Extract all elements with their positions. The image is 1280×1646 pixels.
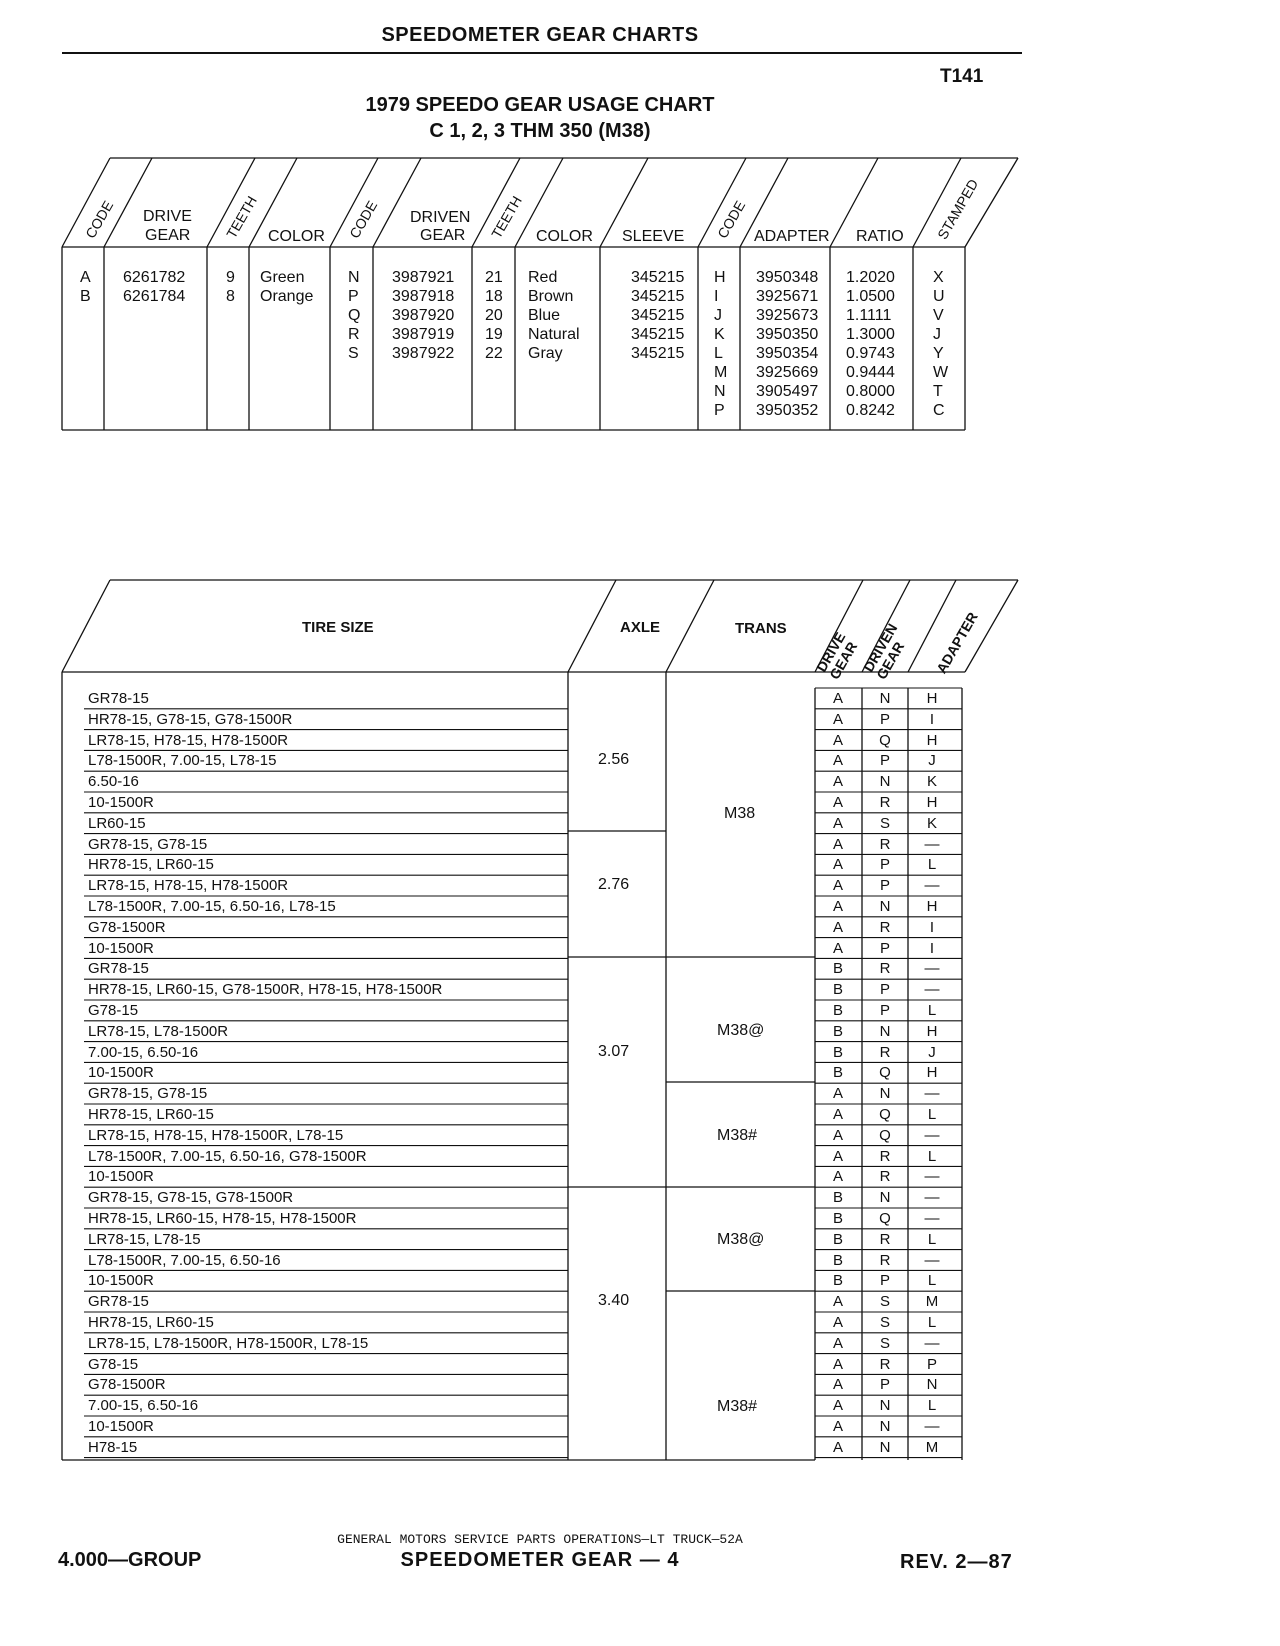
header-code-3: CODE: [714, 197, 749, 241]
tire-size: H78-15: [88, 1438, 138, 1456]
driven-gear-code: P: [879, 939, 890, 957]
adapter-code: P: [714, 402, 725, 419]
adapter-part: 3925669: [756, 364, 819, 381]
driven-gear-code: R: [879, 794, 891, 811]
tire-size: L78-1500R, 7.00-15, 6.50-16: [88, 1251, 281, 1269]
trans-value: M38@: [717, 1022, 765, 1039]
drive-gear-code: A: [832, 1106, 843, 1123]
adapter-code: L: [927, 1314, 937, 1331]
driven-gear: 3987921: [392, 269, 455, 286]
tire-size: L78-1500R, 7.00-15, 6.50-16, L78-15: [88, 898, 336, 915]
tire-size: 7.00-15, 6.50-16: [88, 1043, 199, 1061]
adapter-code: H: [926, 1064, 938, 1082]
drive-gear-code: A: [832, 752, 843, 770]
driven-gear-code: N: [879, 1418, 891, 1435]
adapter-code: P: [926, 1355, 937, 1373]
footer-org: GENERAL MOTORS SERVICE PARTS OPERATIONS—LT TRUCK—52A: [0, 1532, 1080, 1547]
adapter-code: —: [924, 1334, 940, 1352]
tire-size: HR78-15, G78-15, G78-1500R: [88, 710, 293, 728]
drive-gear-code: B: [832, 960, 843, 978]
drive-gear-code: A: [832, 690, 843, 707]
adapter-code: J: [928, 1043, 936, 1061]
tire-size: GR78-15, G78-15: [88, 1085, 208, 1103]
adapter-code: L: [927, 1230, 937, 1248]
driven-color: Gray: [528, 345, 563, 362]
driven-gear-code: P: [879, 877, 890, 895]
drive-gear-code: A: [832, 1355, 843, 1373]
trans-value: M38#: [717, 1127, 758, 1144]
adapter-code: L: [714, 345, 723, 362]
driven-gear-code: N: [879, 773, 891, 791]
driven-gear-code: P: [879, 981, 890, 999]
driven-gear-code: P: [879, 856, 890, 874]
driven-gear-code: S: [879, 1314, 890, 1331]
adapter-code: —: [924, 835, 940, 853]
driven-color: Blue: [528, 307, 561, 324]
tire-size: 10-1500R: [88, 939, 154, 957]
drive-gear-code: B: [832, 981, 843, 999]
tire-size: 6.50-16: [88, 773, 139, 791]
driven-gear: 3987922: [392, 345, 455, 362]
header-driven: DRIVEN: [410, 209, 471, 226]
adapter-code: —: [924, 1126, 940, 1144]
adapter-code: H: [926, 1022, 938, 1040]
adapter-stamped: J: [933, 326, 941, 343]
adapter-code: —: [924, 981, 940, 999]
driven-gear-code: N: [879, 1189, 891, 1207]
tire-size: G78-15: [88, 1355, 139, 1373]
driven-code: N: [348, 269, 360, 286]
adapter-part: 3950352: [756, 402, 819, 419]
driven-gear-code: N: [879, 1022, 891, 1040]
tire-size: LR78-15, L78-1500R: [88, 1022, 229, 1040]
drive-gear-code: A: [832, 918, 843, 936]
driven-gear: 3987918: [392, 288, 455, 305]
drive-gear-code: A: [832, 1126, 843, 1144]
trans-value: M38#: [717, 1398, 758, 1415]
driven-code: Q: [348, 307, 361, 324]
driven-gear-code: R: [879, 1043, 891, 1061]
header-stamped: STAMPED: [934, 176, 982, 242]
header-color: COLOR: [268, 228, 325, 245]
drive-gear-code: A: [832, 877, 843, 895]
adapter-code: L: [927, 1106, 937, 1123]
drive-code: A: [80, 269, 91, 286]
drive-code: B: [80, 288, 91, 305]
tire-size: GR78-15: [88, 960, 149, 978]
adapter-code: N: [714, 383, 726, 400]
adapter-stamped: W: [933, 364, 949, 381]
driven-gear-code: R: [879, 918, 891, 936]
tire-size: HR78-15, LR60-15, H78-15, H78-1500R: [88, 1210, 357, 1227]
driven-gear-code: S: [879, 1293, 890, 1311]
driven-code: P: [348, 288, 359, 305]
adapter-code: L: [927, 856, 937, 874]
adapter-code: —: [924, 1085, 940, 1103]
tire-size: LR78-15, L78-1500R, H78-1500R, L78-15: [88, 1334, 369, 1352]
tire-size: L78-1500R, 7.00-15, 6.50-16, G78-1500R: [88, 1147, 367, 1165]
footer-rev: REV. 2—87: [900, 1551, 1013, 1573]
tire-size: HR78-15, LR60-15: [88, 1314, 214, 1331]
drive-color: Green: [260, 269, 305, 286]
driven-gear-code: P: [879, 710, 890, 728]
header-code-2: CODE: [346, 197, 381, 241]
driven-teeth: 21: [485, 269, 503, 286]
adapter-part: 3950350: [756, 326, 819, 343]
chart1-title: 1979 SPEEDO GEAR USAGE CHART: [365, 94, 715, 116]
driven-gear-code: P: [879, 1376, 890, 1394]
drive-gear-code: B: [832, 1064, 843, 1082]
tire-size: HR78-15, LR60-15, G78-1500R, H78-15, H78-1500R: [88, 981, 443, 999]
adapter-code: J: [928, 752, 936, 770]
drive-teeth: 8: [226, 288, 235, 305]
header-sleeve: SLEEVE: [622, 228, 685, 245]
drive-gear-code: A: [832, 1314, 843, 1331]
footer-section: SPEEDOMETER GEAR — 4: [400, 1549, 680, 1571]
header-drive: DRIVE: [143, 208, 192, 225]
tire-size: LR78-15, H78-15, H78-1500R: [88, 731, 289, 749]
tire-size: 10-1500R: [88, 1064, 154, 1082]
adapter-stamped: X: [933, 269, 944, 286]
adapter-code: I: [929, 710, 935, 728]
adapter-ratio: 0.8000: [846, 383, 895, 400]
driven-gear-code: Q: [879, 1210, 891, 1227]
header-driven-gear: GEAR: [420, 227, 466, 244]
adapter-code: —: [924, 1210, 940, 1227]
drive-gear-code: B: [832, 1002, 843, 1019]
driven-gear-code: Q: [879, 1064, 891, 1082]
tire-size: G78-1500R: [88, 918, 166, 936]
adapter-code: I: [929, 939, 935, 957]
adapter-ratio: 1.0500: [846, 288, 895, 305]
adapter-code: K: [926, 773, 937, 791]
tire-size: 10-1500R: [88, 794, 154, 811]
tire-size: 10-1500R: [88, 1168, 154, 1186]
driven-sleeve: 345215: [631, 345, 685, 362]
adapter-code: N: [926, 1376, 938, 1394]
driven-gear-code: R: [879, 1251, 891, 1269]
adapter-code: K: [714, 326, 725, 343]
tire-size: L78-1500R, 7.00-15, L78-15: [88, 752, 277, 770]
tire-size: GR78-15, G78-15: [88, 835, 208, 853]
driven-code: S: [348, 345, 359, 362]
header-teeth: TEETH: [223, 193, 260, 241]
adapter-stamped: U: [933, 288, 945, 305]
tire-size: LR78-15, H78-15, H78-1500R: [88, 877, 289, 895]
header-drive-gear-2: DRIVE GEAR: [813, 629, 861, 682]
tire-size: GR78-15: [88, 1293, 149, 1311]
adapter-code: L: [927, 1272, 937, 1290]
axle-value: 2.76: [598, 876, 630, 893]
driven-gear-code: R: [879, 835, 891, 853]
tire-size: LR78-15, H78-15, H78-1500R, L78-15: [88, 1126, 344, 1144]
tire-size: 10-1500R: [88, 1272, 154, 1290]
adapter-code: J: [714, 307, 722, 324]
adapter-part: 3950348: [756, 269, 819, 286]
driven-gear-code: P: [879, 1002, 890, 1019]
adapter-part: 3925671: [756, 288, 819, 305]
driven-sleeve: 345215: [631, 307, 685, 324]
section-title: SPEEDOMETER GEAR CHARTS: [381, 24, 699, 46]
driven-sleeve: 345215: [631, 288, 685, 305]
adapter-part: 3925673: [756, 307, 819, 324]
header-trans: TRANS: [735, 620, 787, 637]
driven-color: Brown: [528, 288, 574, 305]
adapter-code: H: [926, 731, 938, 749]
driven-code: R: [348, 326, 360, 343]
drive-gear-code: A: [832, 731, 843, 749]
adapter-code: —: [924, 1418, 940, 1435]
driven-gear-code: S: [879, 814, 890, 832]
drive-gear-code: A: [832, 1085, 843, 1103]
drive-gear-code: A: [832, 794, 843, 811]
adapter-ratio: 0.8242: [846, 402, 895, 419]
tire-size: GR78-15, G78-15, G78-1500R: [88, 1189, 294, 1207]
chart1-subtitle: C 1, 2, 3 THM 350 (M38): [429, 120, 651, 142]
adapter-stamped: V: [933, 307, 944, 324]
drive-gear-code: A: [832, 1147, 843, 1165]
header-code: CODE: [82, 197, 117, 241]
drive-gear: 6261784: [123, 288, 186, 305]
driven-gear-code: Q: [879, 1126, 891, 1144]
trans-value: M38: [724, 805, 756, 822]
adapter-code: I: [714, 288, 719, 305]
drive-gear-code: A: [832, 1334, 843, 1352]
drive-gear: 6261782: [123, 269, 186, 286]
driven-teeth: 19: [485, 326, 503, 343]
drive-gear-code: A: [832, 939, 843, 957]
driven-gear-code: N: [879, 690, 891, 707]
header-teeth-2: TEETH: [488, 193, 525, 241]
adapter-part: 3950354: [756, 345, 819, 362]
drive-gear-code: B: [832, 1022, 843, 1040]
header-driven-gear-2: DRIVEN GEAR: [860, 620, 908, 682]
adapter-code: L: [927, 1002, 937, 1019]
adapter-code: H: [926, 690, 938, 707]
adapter-code: —: [924, 960, 940, 978]
driven-color: Natural: [528, 326, 580, 343]
drive-gear-code: A: [832, 1397, 843, 1415]
adapter-code: —: [924, 1189, 940, 1207]
adapter-code: —: [924, 1251, 940, 1269]
driven-gear-code: R: [879, 1230, 891, 1248]
adapter-part: 3905497: [756, 383, 819, 400]
tire-size: G78-15: [88, 1002, 139, 1019]
header-tire-size: TIRE SIZE: [302, 619, 374, 636]
driven-gear-code: R: [879, 960, 891, 978]
drive-color: Orange: [260, 288, 314, 305]
driven-gear-code: P: [879, 1272, 890, 1290]
header-adapter: ADAPTER: [754, 228, 830, 245]
header-ratio: RATIO: [856, 228, 904, 245]
footer-group: 4.000—GROUP: [58, 1549, 202, 1571]
driven-gear-code: R: [879, 1147, 891, 1165]
driven-sleeve: 345215: [631, 326, 685, 343]
drive-gear-code: A: [832, 1293, 843, 1311]
adapter-code: M: [714, 364, 728, 381]
driven-color: Red: [528, 269, 558, 286]
drive-gear-code: A: [832, 856, 843, 874]
axle-value: 2.56: [598, 751, 630, 768]
adapter-code: L: [927, 1147, 937, 1165]
driven-teeth: 18: [485, 288, 503, 305]
drive-gear-code: B: [832, 1189, 843, 1207]
tire-size: 7.00-15, 6.50-16: [88, 1397, 199, 1415]
drive-gear-code: B: [832, 1251, 843, 1269]
adapter-code: K: [926, 814, 937, 832]
drive-gear-code: A: [832, 898, 843, 915]
drive-gear-code: A: [832, 1376, 843, 1394]
driven-gear-code: Q: [879, 1106, 891, 1123]
drive-gear-code: B: [832, 1043, 843, 1061]
driven-gear-code: S: [879, 1334, 890, 1352]
header-drive-gear: GEAR: [145, 227, 191, 244]
tire-size: GR78-15: [88, 690, 149, 707]
driven-gear-code: R: [879, 1355, 891, 1373]
adapter-ratio: 1.2020: [846, 269, 895, 286]
header-color-2: COLOR: [536, 228, 593, 245]
driven-gear: 3987920: [392, 307, 455, 324]
page-code: T141: [940, 66, 984, 87]
tire-size: 10-1500R: [88, 1418, 154, 1435]
axle-value: 3.07: [598, 1043, 630, 1060]
tire-size: LR60-15: [88, 814, 146, 832]
adapter-ratio: 1.1111: [846, 307, 892, 324]
adapter-code: H: [714, 269, 726, 286]
header-axle: AXLE: [620, 619, 661, 636]
adapter-stamped: C: [933, 402, 945, 419]
trans-value: M38@: [717, 1231, 765, 1248]
drive-gear-code: B: [832, 1210, 843, 1227]
driven-gear: 3987919: [392, 326, 455, 343]
adapter-stamped: Y: [933, 345, 944, 362]
driven-gear-code: N: [879, 1438, 891, 1456]
driven-sleeve: 345215: [631, 269, 685, 286]
drive-gear-code: A: [832, 1168, 843, 1186]
drive-gear-code: B: [832, 1230, 843, 1248]
axle-value: 3.40: [598, 1292, 630, 1309]
driven-teeth: 20: [485, 307, 503, 324]
adapter-code: —: [924, 1168, 940, 1186]
drive-gear-code: B: [832, 1272, 843, 1290]
driven-gear-code: R: [879, 1168, 891, 1186]
adapter-ratio: 1.3000: [846, 326, 895, 343]
driven-gear-code: N: [879, 1397, 891, 1415]
tire-size: LR78-15, L78-15: [88, 1230, 201, 1248]
drive-teeth: 9: [226, 269, 235, 286]
adapter-code: I: [929, 918, 935, 936]
header-adapter-2: ADAPTER: [933, 609, 981, 676]
adapter-ratio: 0.9444: [846, 364, 895, 381]
adapter-code: M: [925, 1438, 939, 1456]
drive-gear-code: A: [832, 1418, 843, 1435]
tire-size: HR78-15, LR60-15: [88, 1106, 214, 1123]
driven-gear-code: N: [879, 898, 891, 915]
adapter-code: H: [926, 794, 938, 811]
tire-size: G78-1500R: [88, 1376, 166, 1394]
driven-teeth: 22: [485, 345, 503, 362]
drive-gear-code: A: [832, 1438, 843, 1456]
adapter-code: H: [926, 898, 938, 915]
drive-gear-code: A: [832, 773, 843, 791]
driven-gear-code: Q: [879, 731, 891, 749]
adapter-code: —: [924, 877, 940, 895]
drive-gear-code: A: [832, 710, 843, 728]
tire-size: HR78-15, LR60-15: [88, 856, 214, 874]
driven-gear-code: N: [879, 1085, 891, 1103]
adapter-code: L: [927, 1397, 937, 1415]
drive-gear-code: A: [832, 835, 843, 853]
adapter-code: M: [925, 1293, 939, 1311]
driven-gear-code: P: [879, 752, 890, 770]
adapter-stamped: T: [933, 383, 943, 400]
drive-gear-code: A: [832, 814, 843, 832]
adapter-ratio: 0.9743: [846, 345, 895, 362]
